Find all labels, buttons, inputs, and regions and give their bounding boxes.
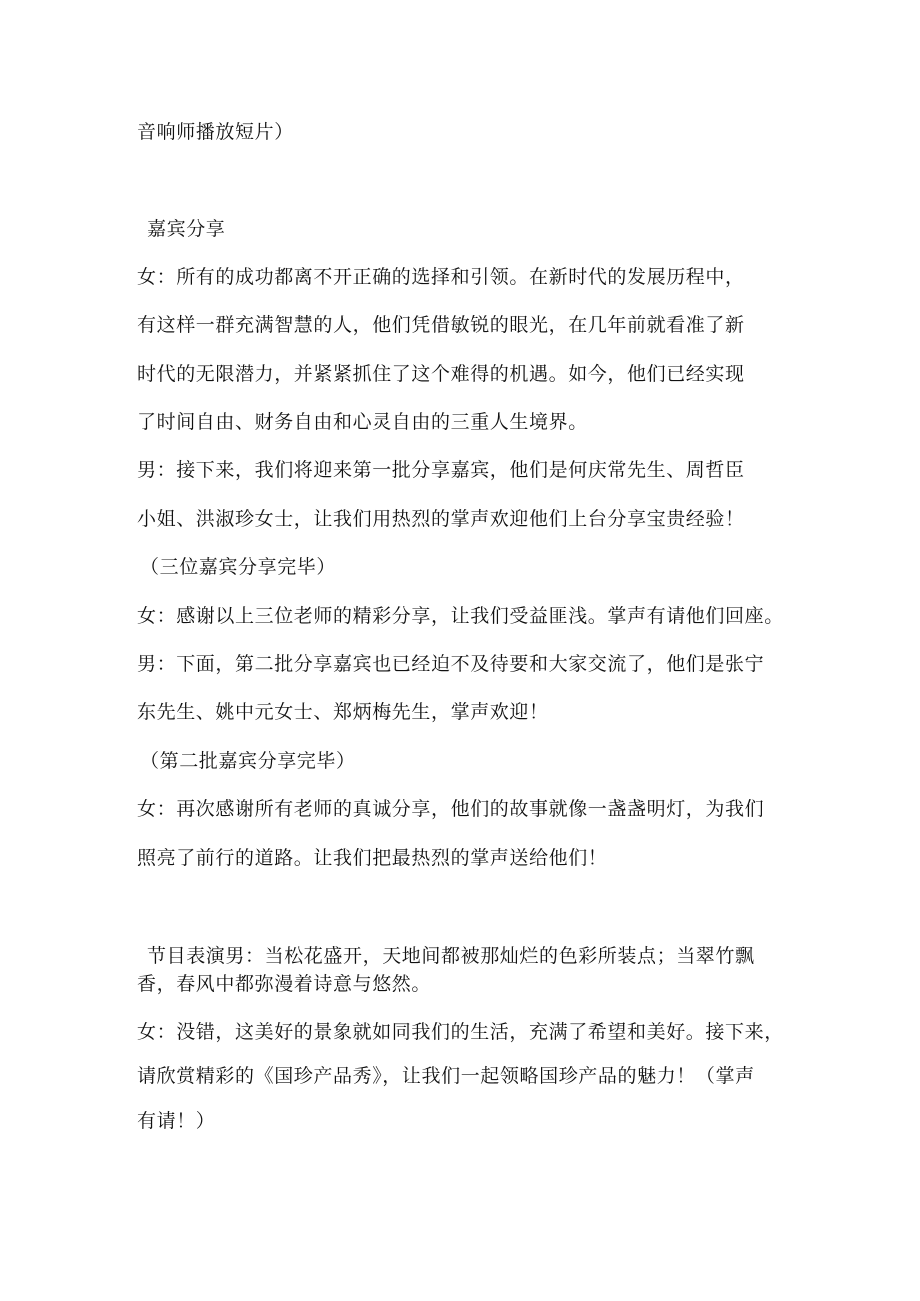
paragraph-line: 香，春风中都弥漫着诗意与悠然。 (137, 973, 432, 995)
paragraph-line: 男：下面，第二批分享嘉宾也已经迫不及待要和大家交流了，他们是张宁 (137, 653, 765, 675)
paragraph-line: 请欣赏精彩的《国珍产品秀》，让我们一起领略国珍产品的魅力！（掌声 (137, 1065, 755, 1087)
paragraph-line: 东先生、姚中元女士、郑炳梅先生，掌声欢迎！ (137, 701, 549, 723)
stage-direction-line: （三位嘉宾分享完毕） (140, 556, 337, 578)
paragraph-line: 有请！） (137, 1110, 216, 1132)
paragraph-line: 女：再次感谢所有老师的真诚分享，他们的故事就像一盏盏明灯，为我们 (137, 798, 765, 820)
paragraph-line: 女：没错，这美好的景象就如同我们的生活，充满了希望和美好。接下来， (137, 1021, 784, 1043)
paragraph-line: 男：接下来，我们将迎来第一批分享嘉宾，他们是何庆常先生、周哲臣 (137, 459, 745, 481)
stage-direction-line: （第二批嘉宾分享完毕） (140, 750, 356, 772)
paragraph-line: 小姐、洪淑珍女士，让我们用热烈的掌声欢迎他们上台分享宝贵经验！ (137, 508, 745, 530)
paragraph-line: 女：感谢以上三位老师的精彩分享，让我们受益匪浅。掌声有请他们回座。 (137, 605, 784, 627)
paragraph-line: 时代的无限潜力，并紧紧抓住了这个难得的机遇。如今，他们已经实现 (137, 363, 745, 385)
stage-direction-line: 音响师播放短片） (137, 121, 294, 143)
paragraph-line: 女：所有的成功都离不开正确的选择和引领。在新时代的发展历程中， (137, 266, 745, 288)
paragraph-line: 照亮了前行的道路。让我们把最热烈的掌声送给他们！ (137, 847, 608, 869)
section-heading-line: 节目表演男：当松花盛开，天地间都被那灿烂的色彩所装点；当翠竹飘 (147, 945, 755, 967)
paragraph-line: 有这样一群充满智慧的人，他们凭借敏锐的眼光，在几年前就看准了新 (137, 314, 745, 336)
paragraph-line: 了时间自由、财务自由和心灵自由的三重人生境界。 (137, 411, 588, 433)
section-heading: 嘉宾分享 (147, 218, 226, 240)
